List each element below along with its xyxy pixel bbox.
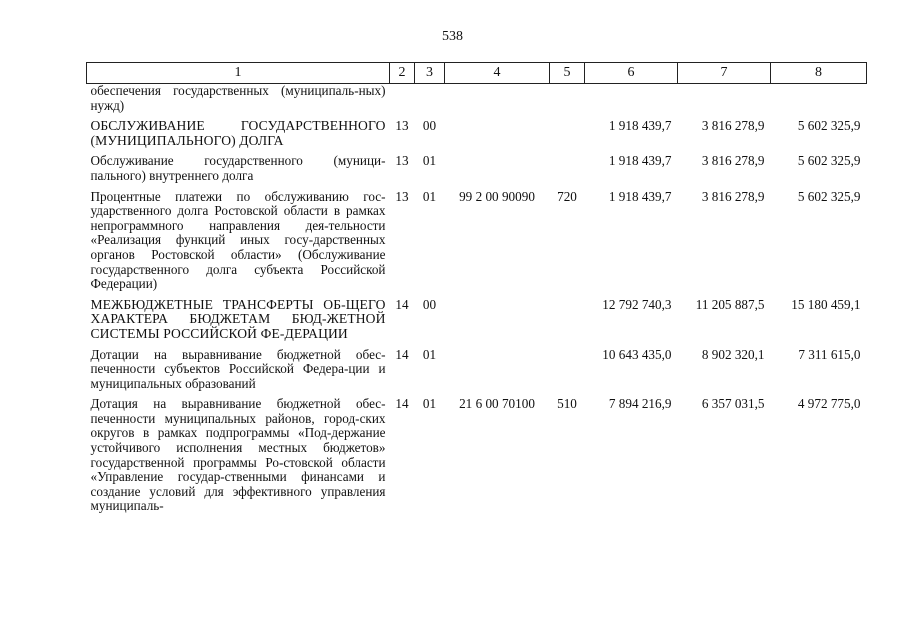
header-col-8: 8 <box>771 63 867 84</box>
row-sum-2: 6 357 031,5 <box>701 396 765 412</box>
header-col-7: 7 <box>678 63 771 84</box>
row-subsection: 01 <box>422 188 437 204</box>
row-section: 14 <box>395 296 409 312</box>
row-name: Обслуживание государственного (муници-пального) внутреннего долга <box>90 153 386 183</box>
row-name: Процентные платежи по обслуживанию гос-ударственного долга Ростовской области в рамках непрограммного направления дея-тельности «Реализация функций иных госу-дарственных органов Ростовской области» (Обслуживание государственного долга субъекта Российской Федерации) <box>90 188 386 292</box>
header-col-5: 5 <box>550 63 585 84</box>
table-row <box>87 292 867 342</box>
row-subsection: 00 <box>422 118 437 134</box>
row-sum-2: 11 205 887,5 <box>695 296 765 312</box>
row-subsection: 01 <box>422 346 437 362</box>
header-row <box>87 63 867 84</box>
row-name: МЕЖБЮДЖЕТНЫЕ ТРАНСФЕРТЫ ОБ-ЩЕГО ХАРАКТЕРА БЮДЖЕТАМ БЮД-ЖЕТНОЙ СИСТЕМЫ РОССИЙСКОЙ ФЕ-ДЕРАЦИИ <box>90 296 386 341</box>
row-sum-2 <box>678 84 771 114</box>
table-row <box>87 391 867 514</box>
row-subsection: 01 <box>422 153 437 169</box>
row-section <box>390 84 415 114</box>
row-section: 14 <box>395 396 409 412</box>
row-sum-3: 5 602 325,9 <box>797 188 861 204</box>
row-section: 14 <box>395 346 409 362</box>
row-sum-3: 7 311 615,0 <box>798 346 861 362</box>
row-type <box>550 84 585 114</box>
row-name: ОБСЛУЖИВАНИЕ ГОСУДАРСТВЕННОГО (МУНИЦИПАЛЬНОГО) ДОЛГА <box>90 118 386 148</box>
table-row <box>87 184 867 292</box>
row-target <box>445 292 550 342</box>
table-row <box>87 113 867 148</box>
header-col-3: 3 <box>415 63 445 84</box>
row-sum-1: 10 643 435,0 <box>602 346 672 362</box>
row-name: Дотация на выравнивание бюджетной обес-печенности муниципальных районов, город-ских округов в рамках подпрограммы «Под-держание устойчивого исполнения местных бюджетов» государственной программы Ро-стовской области «Управление государ-ственными финансами и создание условий для эффективного управления муниципаль- <box>90 396 386 514</box>
row-section: 13 <box>395 188 409 204</box>
row-target <box>445 148 550 183</box>
row-sum-2: 3 816 278,9 <box>701 153 765 169</box>
row-type <box>550 342 585 392</box>
table-row <box>87 84 867 114</box>
row-type: 720 <box>557 188 577 204</box>
row-name: обеспечения государственных (муниципаль-ных) нужд) <box>90 83 386 113</box>
row-sum-1: 1 918 439,7 <box>608 188 672 204</box>
row-type <box>550 113 585 148</box>
row-target: 99 2 00 90090 <box>459 188 535 204</box>
header-col-6: 6 <box>585 63 678 84</box>
row-sum-3: 15 180 459,1 <box>791 296 861 312</box>
page-number: 538 <box>442 29 463 44</box>
row-type <box>550 292 585 342</box>
row-target: 21 6 00 70100 <box>459 396 535 412</box>
header-col-4: 4 <box>445 63 550 84</box>
row-section: 13 <box>395 153 409 169</box>
row-name: Дотации на выравнивание бюджетной обес-печенности субъектов Российской Федера-ции и муниципальных образований <box>90 346 386 391</box>
row-sum-1: 1 918 439,7 <box>608 118 672 134</box>
table-body <box>87 84 867 515</box>
row-sum-3: 5 602 325,9 <box>797 118 861 134</box>
row-type: 510 <box>557 396 577 412</box>
row-target <box>445 342 550 392</box>
row-sum-2: 8 902 320,1 <box>701 346 765 362</box>
row-sum-1: 1 918 439,7 <box>608 153 672 169</box>
header-col-2: 2 <box>390 63 415 84</box>
header-col-1: 1 <box>87 63 390 84</box>
row-type <box>550 148 585 183</box>
row-section: 13 <box>395 118 409 134</box>
row-subsection <box>415 84 445 114</box>
row-sum-2: 3 816 278,9 <box>701 118 765 134</box>
table-header <box>87 63 867 84</box>
budget-table <box>86 62 867 514</box>
row-subsection: 01 <box>422 396 437 412</box>
table-row <box>87 148 867 183</box>
row-target <box>445 84 550 114</box>
row-sum-3: 4 972 775,0 <box>797 396 861 412</box>
row-sum-1 <box>585 84 678 114</box>
table-row <box>87 342 867 392</box>
row-sum-1: 12 792 740,3 <box>602 296 672 312</box>
row-sum-2: 3 816 278,9 <box>701 188 765 204</box>
row-sum-3 <box>771 84 867 114</box>
row-sum-3: 5 602 325,9 <box>797 153 861 169</box>
row-sum-1: 7 894 216,9 <box>608 396 672 412</box>
row-subsection: 00 <box>422 296 437 312</box>
row-target <box>445 113 550 148</box>
